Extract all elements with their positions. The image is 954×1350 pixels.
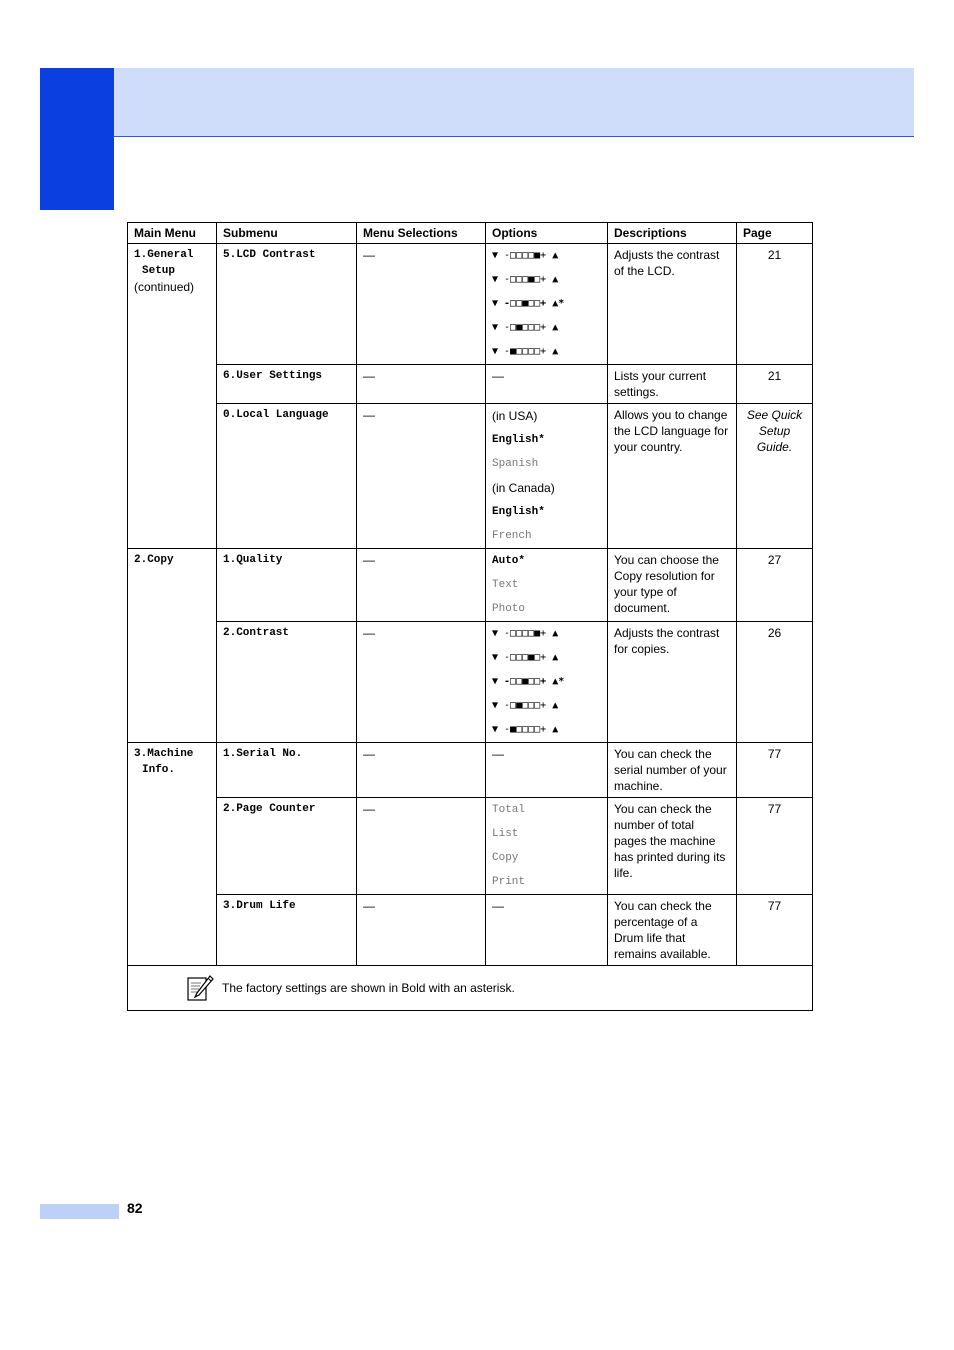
page-cell: 77: [737, 895, 813, 966]
submenu-cell: 1.Serial No.: [217, 743, 357, 798]
table-row: [128, 743, 813, 798]
table-row: [128, 365, 813, 404]
header-band: [114, 68, 914, 137]
selection-cell: —: [357, 622, 486, 743]
option-value: List: [492, 828, 519, 840]
page-cell: [737, 404, 813, 549]
header-options: Options: [486, 223, 608, 244]
table-row: [128, 244, 813, 365]
description-cell: You can choose the Copy resolution for your type of document.: [608, 549, 737, 622]
page-ref-line: Setup: [758, 424, 791, 438]
page-number: 82: [127, 1200, 143, 1216]
options-cell: [486, 549, 608, 622]
option-contrast-level: ▼ -□■□□□+ ▲: [492, 322, 559, 333]
header-page: Page: [737, 223, 813, 244]
description-cell: Adjusts the contrast of the LCD.: [608, 244, 737, 365]
option-contrast-level: ▼ -□□■□□+ ▲*: [492, 676, 565, 687]
submenu-cell: 3.Drum Life: [217, 895, 357, 966]
selection-cell: —: [357, 365, 486, 404]
options-cell: [486, 404, 608, 549]
option-value: Text: [492, 579, 519, 591]
description-cell: You can check the number of total pages the machine has printed during its life.: [608, 798, 737, 895]
main-menu-line: Setup: [142, 265, 176, 277]
selection-cell: —: [357, 549, 486, 622]
option-value: English*: [492, 434, 545, 446]
selection-cell: —: [357, 743, 486, 798]
page-cell: 26: [737, 622, 813, 743]
description-cell: You can check the percentage of a Drum life that remains available.: [608, 895, 737, 966]
main-menu-note: (continued): [134, 280, 195, 294]
option-value: French: [492, 530, 532, 542]
option-contrast-level: ▼ -□□□□■+ ▲: [492, 628, 559, 639]
table-row: [128, 549, 813, 622]
main-menu-cell: [128, 743, 217, 966]
option-contrast-level: ▼ -■□□□□+ ▲: [492, 346, 559, 357]
description-cell: Lists your current settings.: [608, 365, 737, 404]
page-ref-line: Guide.: [756, 440, 793, 454]
page-cell: 21: [737, 365, 813, 404]
options-cell: [486, 798, 608, 895]
options-cell: —: [486, 895, 608, 966]
description-cell: You can check the serial number of your machine.: [608, 743, 737, 798]
note-cell: [128, 966, 813, 1011]
submenu-cell: 2.Page Counter: [217, 798, 357, 895]
selection-cell: —: [357, 895, 486, 966]
note: [134, 974, 806, 1002]
option-value: Spanish: [492, 458, 539, 470]
page-cell: 77: [737, 743, 813, 798]
note-text: The factory settings are shown in Bold with an asterisk.: [222, 981, 515, 995]
options-cell: [486, 622, 608, 743]
options-cell: [486, 244, 608, 365]
option-value: Auto*: [492, 555, 526, 567]
selection-cell: —: [357, 244, 486, 365]
option-contrast-level: ▼ -□□□□■+ ▲: [492, 250, 559, 261]
submenu-cell: 1.Quality: [217, 549, 357, 622]
main-menu-line: 2.Copy: [134, 554, 174, 566]
options-cell: —: [486, 365, 608, 404]
footer-bar: [40, 1204, 119, 1219]
option-region-label: (in USA): [492, 409, 538, 423]
table-header-row: [128, 223, 813, 244]
page-ref-line: See Quick: [746, 408, 803, 422]
submenu-cell: 0.Local Language: [217, 404, 357, 549]
table-row: [128, 798, 813, 895]
header-submenu: Submenu: [217, 223, 357, 244]
table-row: [128, 895, 813, 966]
option-contrast-level: ▼ -□□□■□+ ▲: [492, 274, 559, 285]
chapter-side-block: [40, 68, 114, 210]
option-value: Print: [492, 876, 526, 888]
option-contrast-level: ▼ -■□□□□+ ▲: [492, 724, 559, 735]
option-region-label: (in Canada): [492, 481, 555, 495]
main-menu-line: 3.Machine: [134, 748, 194, 760]
header-main-menu: Main Menu: [128, 223, 217, 244]
note-row: [128, 966, 813, 1011]
table-row: [128, 404, 813, 549]
option-value: Total: [492, 804, 526, 816]
page-cell: 21: [737, 244, 813, 365]
option-contrast-level: ▼ -□■□□□+ ▲: [492, 700, 559, 711]
option-contrast-level: ▼ -□□□■□+ ▲: [492, 652, 559, 663]
page-cell: 27: [737, 549, 813, 622]
menu-table: [127, 222, 813, 1011]
submenu-cell: 2.Contrast: [217, 622, 357, 743]
header-menu-selections: Menu Selections: [357, 223, 486, 244]
option-contrast-level: ▼ -□□■□□+ ▲*: [492, 298, 565, 309]
submenu-cell: 6.User Settings: [217, 365, 357, 404]
selection-cell: —: [357, 798, 486, 895]
description-cell: Adjusts the contrast for copies.: [608, 622, 737, 743]
main-menu-line: 1.General: [134, 249, 194, 261]
table-row: [128, 622, 813, 743]
main-menu-cell: [128, 244, 217, 549]
option-value: English*: [492, 506, 545, 518]
options-cell: —: [486, 743, 608, 798]
option-value: Photo: [492, 603, 526, 615]
main-menu-cell: [128, 549, 217, 743]
option-value: Copy: [492, 852, 519, 864]
note-pencil-icon: [186, 974, 214, 1002]
header-descriptions: Descriptions: [608, 223, 737, 244]
page-cell: 77: [737, 798, 813, 895]
selection-cell: —: [357, 404, 486, 549]
submenu-cell: 5.LCD Contrast: [217, 244, 357, 365]
description-cell: Allows you to change the LCD language for your country.: [608, 404, 737, 549]
main-menu-line: Info.: [142, 764, 176, 776]
